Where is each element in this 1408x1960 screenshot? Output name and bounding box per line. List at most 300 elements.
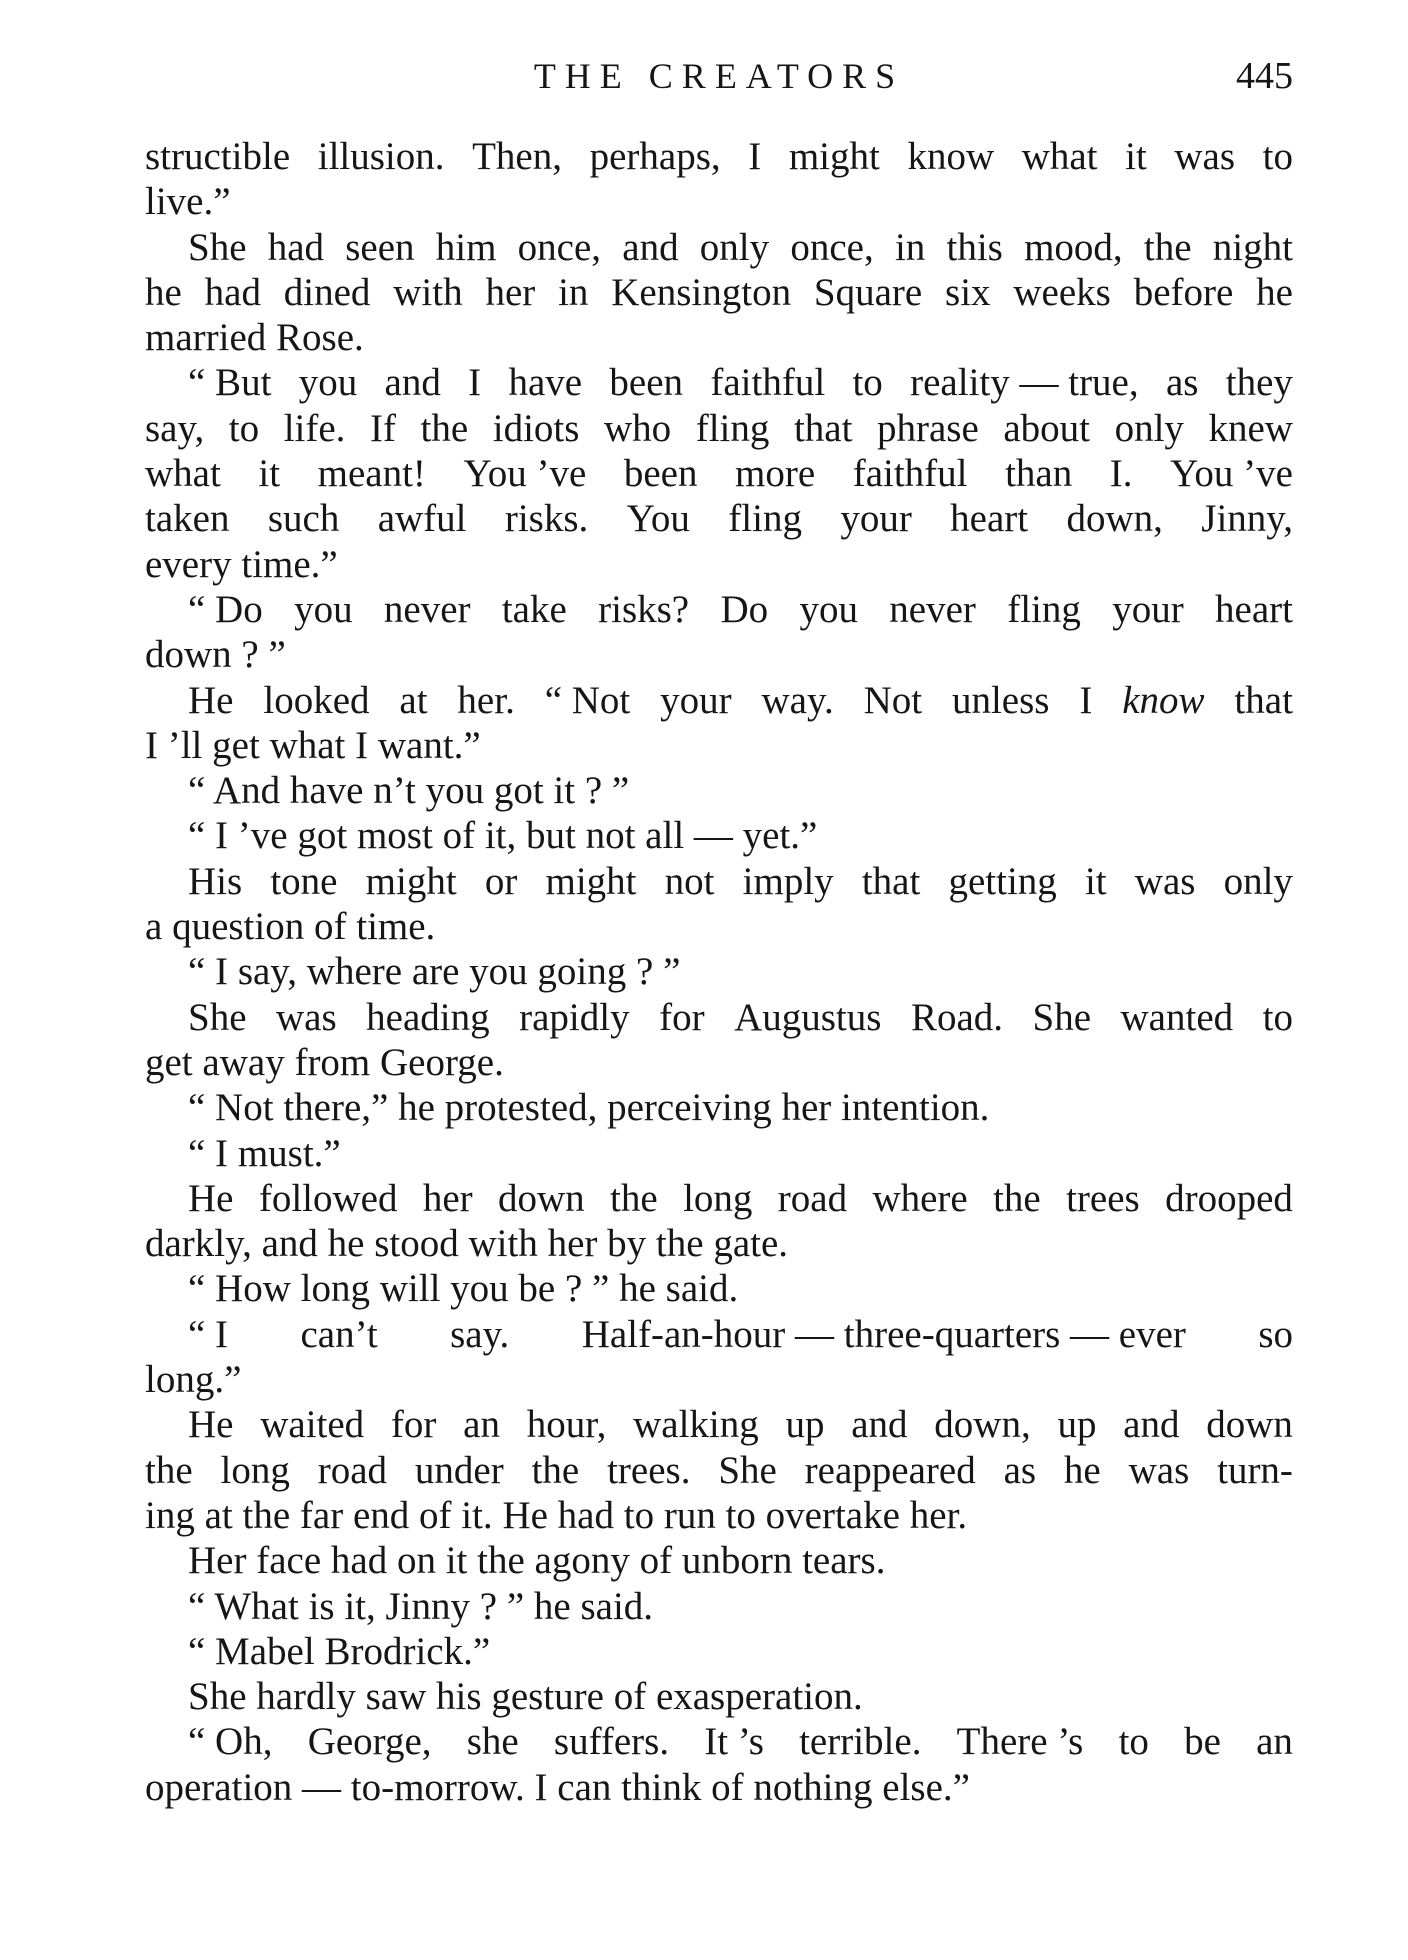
word: than bbox=[1005, 452, 1073, 496]
word: it ? ” bbox=[553, 769, 630, 813]
word: She bbox=[718, 1448, 777, 1492]
word: Kensington bbox=[611, 270, 792, 314]
word: it bbox=[445, 1539, 468, 1583]
word: most bbox=[356, 814, 433, 858]
word: an bbox=[463, 1403, 500, 1447]
word: Then, bbox=[472, 135, 562, 178]
word: been bbox=[609, 361, 684, 405]
word: they bbox=[1225, 361, 1293, 405]
word: who bbox=[603, 406, 672, 450]
word: reality — true, bbox=[910, 361, 1139, 405]
word: else.” bbox=[882, 1765, 970, 1809]
word: it, bbox=[484, 814, 517, 858]
page-number: 445 bbox=[1236, 55, 1293, 97]
word: at bbox=[399, 678, 428, 722]
word: is bbox=[308, 1584, 335, 1628]
word: as bbox=[1003, 1448, 1037, 1492]
word: Her bbox=[188, 1539, 247, 1583]
word: ing bbox=[145, 1493, 195, 1537]
word: mood, bbox=[1024, 225, 1123, 269]
text-line bbox=[145, 1357, 1293, 1402]
word: hardly bbox=[256, 1675, 356, 1719]
text-line bbox=[145, 496, 1293, 541]
word: to bbox=[1262, 995, 1293, 1039]
text-line bbox=[145, 995, 1293, 1040]
word: fling bbox=[1007, 587, 1081, 631]
word: down bbox=[1206, 1403, 1293, 1447]
word: drooped bbox=[1165, 1176, 1293, 1220]
word: once, bbox=[790, 225, 874, 269]
word: to bbox=[1262, 135, 1293, 178]
word: Jinny, bbox=[1201, 497, 1293, 541]
word: you bbox=[469, 950, 528, 994]
word: had bbox=[267, 225, 325, 269]
word: an bbox=[1256, 1720, 1293, 1764]
word: to bbox=[852, 361, 883, 405]
word: gesture bbox=[491, 1675, 604, 1719]
word: time. bbox=[356, 905, 436, 949]
text-line bbox=[145, 723, 1293, 768]
word: phrase bbox=[877, 406, 979, 450]
word: he bbox=[327, 1222, 365, 1266]
word: married bbox=[145, 316, 267, 360]
word: risks? bbox=[598, 587, 690, 631]
word: of bbox=[419, 1493, 452, 1537]
word: rapidly bbox=[519, 995, 630, 1039]
word: long bbox=[220, 1448, 290, 1492]
word: away bbox=[202, 1040, 285, 1084]
word: never bbox=[889, 587, 976, 631]
word: looked bbox=[263, 678, 370, 722]
word: the bbox=[610, 1176, 658, 1220]
word: up bbox=[785, 1403, 825, 1447]
word: her bbox=[547, 1222, 598, 1266]
word: the bbox=[420, 406, 469, 450]
word: of bbox=[613, 1675, 647, 1719]
word: know bbox=[907, 135, 995, 178]
word: I bbox=[1079, 678, 1093, 722]
word: faithful bbox=[852, 452, 968, 496]
word: road bbox=[317, 1448, 388, 1492]
word: so bbox=[1258, 1312, 1293, 1356]
word: in bbox=[894, 225, 926, 269]
word: long bbox=[300, 1267, 370, 1311]
word: have n’t bbox=[289, 769, 416, 813]
word: intention. bbox=[841, 1086, 990, 1130]
word: from bbox=[294, 1040, 371, 1084]
word: You ’ve bbox=[463, 452, 587, 496]
word: her. bbox=[457, 678, 515, 722]
word: never bbox=[383, 587, 471, 631]
word: the bbox=[531, 1448, 580, 1492]
word: her bbox=[422, 1176, 473, 1220]
word: suffers. bbox=[553, 1720, 670, 1764]
word: what bbox=[1021, 135, 1098, 178]
word: for bbox=[659, 995, 705, 1039]
word: or bbox=[484, 859, 518, 903]
word: as bbox=[1165, 361, 1199, 405]
word: he bbox=[398, 1086, 435, 1130]
word: dined bbox=[283, 270, 371, 314]
word: “ I bbox=[188, 1312, 229, 1356]
word: not bbox=[585, 814, 636, 858]
word: this bbox=[946, 225, 1003, 269]
word: can bbox=[557, 1765, 612, 1809]
word: want.” bbox=[377, 723, 481, 767]
word: getting bbox=[948, 859, 1057, 903]
word: seen bbox=[345, 225, 415, 269]
word: Brodrick.” bbox=[324, 1629, 491, 1673]
word: to bbox=[228, 406, 260, 450]
word: might bbox=[545, 859, 637, 903]
word: knew bbox=[1208, 406, 1293, 450]
word: had bbox=[557, 1493, 614, 1537]
running-title: THE CREATORS bbox=[533, 56, 905, 96]
word: “ Oh, bbox=[188, 1720, 273, 1764]
text-line bbox=[145, 1176, 1293, 1221]
word: and bbox=[384, 361, 441, 405]
text-line bbox=[145, 270, 1293, 315]
word: be ? ” bbox=[518, 1267, 610, 1311]
word: “ I bbox=[188, 1131, 229, 1175]
word: where bbox=[306, 950, 403, 994]
word: night bbox=[1212, 225, 1293, 269]
word: was bbox=[1134, 859, 1196, 903]
word: “ Not bbox=[188, 1086, 274, 1130]
word: His bbox=[188, 859, 243, 903]
word: you bbox=[799, 587, 858, 631]
word: only bbox=[1223, 859, 1293, 903]
word: Jinny ? ” bbox=[385, 1584, 525, 1628]
word: six bbox=[945, 270, 991, 314]
word: gate. bbox=[713, 1222, 789, 1266]
word: a bbox=[145, 905, 163, 949]
word: that bbox=[861, 859, 921, 903]
word: said. bbox=[665, 1267, 739, 1311]
word: “ I bbox=[188, 950, 229, 994]
word: more bbox=[735, 452, 816, 496]
word: stood bbox=[374, 1222, 459, 1266]
text-line bbox=[145, 225, 1293, 270]
word: taken bbox=[145, 497, 230, 541]
word: unless bbox=[951, 678, 1050, 722]
text-line bbox=[145, 360, 1293, 405]
word: get bbox=[145, 1040, 193, 1084]
word: hour, bbox=[526, 1403, 607, 1447]
word: George. bbox=[380, 1040, 504, 1084]
word: at bbox=[204, 1493, 233, 1537]
word: say. bbox=[450, 1312, 510, 1356]
word: say, bbox=[237, 950, 298, 994]
word: about bbox=[1003, 406, 1091, 450]
word: “ I ’ve bbox=[188, 814, 288, 858]
word: Half-an-hour — three-quarters — ever bbox=[581, 1312, 1186, 1356]
word: it, bbox=[344, 1584, 376, 1628]
word: down, bbox=[1066, 497, 1163, 541]
text-line bbox=[145, 542, 1293, 587]
word: darkly, bbox=[145, 1222, 252, 1266]
word: trees bbox=[1066, 1176, 1140, 1220]
word: and bbox=[1123, 1403, 1180, 1447]
text-line bbox=[145, 1629, 1293, 1674]
word: think bbox=[621, 1765, 702, 1809]
word: had bbox=[330, 1539, 388, 1583]
word: the bbox=[477, 1539, 525, 1583]
word-italic: know bbox=[1122, 678, 1205, 722]
word: you bbox=[294, 587, 353, 631]
word: that bbox=[1234, 678, 1293, 722]
word: it. bbox=[461, 1493, 493, 1537]
word: You ’ve bbox=[1170, 452, 1293, 496]
word: Square bbox=[813, 270, 923, 314]
word: followed bbox=[258, 1176, 398, 1220]
word: of bbox=[639, 1539, 673, 1583]
word: She bbox=[1032, 995, 1092, 1039]
word: “ Do bbox=[188, 587, 263, 631]
word: it bbox=[258, 452, 281, 496]
word: once, bbox=[517, 225, 602, 269]
word: It ’s bbox=[704, 1720, 764, 1764]
word: I bbox=[355, 723, 369, 767]
word: up bbox=[1057, 1403, 1097, 1447]
word: say, bbox=[145, 406, 205, 450]
text-line bbox=[145, 1493, 1293, 1538]
word: only bbox=[699, 225, 770, 269]
word: to bbox=[623, 1493, 655, 1537]
word: was bbox=[1174, 135, 1236, 178]
word: unborn bbox=[681, 1539, 793, 1583]
word: heading bbox=[366, 995, 490, 1039]
text-line bbox=[145, 1674, 1293, 1719]
word: of bbox=[442, 814, 476, 858]
text-line bbox=[145, 1719, 1293, 1764]
word: awful bbox=[377, 497, 467, 541]
word: take bbox=[501, 587, 567, 631]
text-line bbox=[145, 451, 1293, 496]
word: and bbox=[851, 1403, 908, 1447]
word: are bbox=[411, 950, 460, 994]
word: perceiving bbox=[607, 1086, 772, 1130]
word: illusion. bbox=[317, 135, 445, 178]
word: got bbox=[493, 769, 544, 813]
word: the bbox=[145, 1448, 193, 1492]
word: her bbox=[781, 1086, 832, 1130]
text-line bbox=[145, 1448, 1293, 1493]
word: reappeared bbox=[804, 1448, 976, 1492]
word: end bbox=[352, 1493, 410, 1537]
word: get bbox=[212, 723, 260, 767]
word: the bbox=[1143, 225, 1192, 269]
word: perhaps, bbox=[589, 135, 721, 178]
text-line bbox=[145, 134, 1293, 179]
word: “ But bbox=[188, 361, 272, 405]
running-header bbox=[145, 48, 1293, 104]
text-line bbox=[145, 859, 1293, 904]
word: Rose. bbox=[276, 316, 364, 360]
word: long bbox=[683, 1176, 753, 1220]
word: down bbox=[498, 1176, 585, 1220]
word: he bbox=[1256, 270, 1293, 314]
word: got bbox=[297, 814, 348, 858]
word: be bbox=[1184, 1720, 1221, 1764]
word: He bbox=[188, 1176, 234, 1220]
word: was bbox=[1128, 1448, 1190, 1492]
word: with bbox=[393, 270, 463, 314]
body-text bbox=[145, 134, 1293, 1810]
word: turn- bbox=[1217, 1448, 1293, 1492]
word: your bbox=[840, 497, 912, 541]
text-line bbox=[145, 949, 1293, 994]
word: wanted bbox=[1120, 995, 1234, 1039]
word: nothing bbox=[753, 1765, 873, 1809]
word: faithful bbox=[710, 361, 826, 405]
word: tone bbox=[270, 859, 338, 903]
word: Augustus bbox=[734, 995, 882, 1039]
word: under bbox=[414, 1448, 504, 1492]
word: with bbox=[468, 1222, 538, 1266]
word: she bbox=[466, 1720, 519, 1764]
word: She bbox=[188, 995, 247, 1039]
word: waited bbox=[260, 1403, 365, 1447]
text-line bbox=[145, 1402, 1293, 1447]
word: He bbox=[188, 678, 234, 722]
text-line bbox=[145, 1131, 1293, 1176]
word: There ’s bbox=[956, 1720, 1084, 1764]
word: I. bbox=[1109, 452, 1133, 496]
word: all bbox=[645, 814, 685, 858]
word: idiots bbox=[492, 406, 580, 450]
word: She bbox=[188, 1675, 247, 1719]
word: was bbox=[276, 995, 337, 1039]
word: might bbox=[365, 859, 457, 903]
word: such bbox=[267, 497, 340, 541]
word: “ What bbox=[188, 1584, 299, 1628]
word: fling bbox=[728, 497, 802, 541]
word: Do bbox=[720, 587, 769, 631]
word: going ? ” bbox=[537, 950, 681, 994]
word: he bbox=[533, 1584, 571, 1628]
word: to bbox=[725, 1493, 756, 1537]
word: down, bbox=[934, 1403, 1031, 1447]
word: in bbox=[558, 270, 589, 314]
word: face bbox=[256, 1539, 322, 1583]
word: it bbox=[1125, 135, 1147, 178]
word: — yet.” bbox=[693, 814, 818, 858]
word: operation — to-morrow. bbox=[145, 1765, 525, 1809]
word: had bbox=[204, 270, 261, 314]
word: heart bbox=[1215, 587, 1293, 631]
word: protested, bbox=[444, 1086, 598, 1130]
word: said. bbox=[580, 1584, 654, 1628]
word: fling bbox=[695, 406, 770, 450]
word: your bbox=[660, 678, 732, 722]
word: George, bbox=[307, 1720, 432, 1764]
text-line bbox=[145, 632, 1293, 677]
text-line bbox=[145, 1765, 1293, 1810]
word: not bbox=[664, 859, 715, 903]
word: walking bbox=[633, 1403, 759, 1447]
word: He bbox=[502, 1493, 548, 1537]
word: there,” bbox=[283, 1086, 389, 1130]
text-line bbox=[145, 813, 1293, 858]
word: only bbox=[1114, 406, 1184, 450]
word: where bbox=[872, 1176, 968, 1220]
word: overtake bbox=[765, 1493, 900, 1537]
word: “ Not bbox=[544, 678, 631, 722]
word: that bbox=[793, 406, 853, 450]
text-line bbox=[145, 587, 1293, 632]
word: the bbox=[655, 1222, 704, 1266]
word: him bbox=[435, 225, 497, 269]
word: trees. bbox=[607, 1448, 691, 1492]
text-line bbox=[145, 1538, 1293, 1583]
word: risks. bbox=[504, 497, 589, 541]
word: heart bbox=[950, 497, 1029, 541]
word: for bbox=[390, 1403, 437, 1447]
word: imply bbox=[742, 859, 834, 903]
word: I bbox=[468, 361, 482, 405]
word: of bbox=[313, 905, 347, 949]
word: you bbox=[450, 1267, 509, 1311]
word: the bbox=[242, 1493, 291, 1537]
word: I bbox=[748, 135, 762, 178]
word: he bbox=[1063, 1448, 1101, 1492]
word: and bbox=[261, 1222, 318, 1266]
word: weeks bbox=[1013, 270, 1111, 314]
word: “ How bbox=[188, 1267, 291, 1311]
word: and bbox=[622, 225, 679, 269]
word: the bbox=[993, 1176, 1041, 1220]
word: live.” bbox=[145, 180, 231, 224]
word: will bbox=[379, 1267, 441, 1311]
word: you bbox=[425, 769, 485, 813]
text-line bbox=[145, 768, 1293, 813]
word: her bbox=[485, 270, 536, 314]
word: her. bbox=[909, 1493, 968, 1537]
word: “ And bbox=[188, 769, 281, 813]
word: road bbox=[777, 1176, 848, 1220]
text-line bbox=[145, 1266, 1293, 1311]
word: to bbox=[1118, 1720, 1149, 1764]
word: but bbox=[525, 814, 576, 858]
word: tears. bbox=[802, 1539, 886, 1583]
text-line bbox=[145, 1221, 1293, 1266]
text-line bbox=[145, 1584, 1293, 1629]
text-line bbox=[145, 678, 1293, 723]
text-line bbox=[145, 315, 1293, 360]
word: “ Mabel bbox=[188, 1629, 315, 1673]
word: his bbox=[436, 1675, 482, 1719]
word: have bbox=[508, 361, 583, 405]
word: been bbox=[623, 452, 698, 496]
word: before bbox=[1133, 270, 1234, 314]
word: what bbox=[145, 452, 221, 496]
text-line bbox=[145, 179, 1293, 224]
word: your bbox=[1112, 587, 1184, 631]
word: You bbox=[626, 497, 690, 541]
text-line bbox=[145, 1040, 1293, 1085]
word: If bbox=[369, 406, 396, 450]
word: I bbox=[534, 1765, 548, 1809]
word: what bbox=[269, 723, 346, 767]
word: terrible. bbox=[799, 1720, 922, 1764]
word: every bbox=[145, 542, 232, 586]
word: long.” bbox=[145, 1358, 242, 1402]
text-line bbox=[145, 406, 1293, 451]
word: agony bbox=[534, 1539, 630, 1583]
word: way. bbox=[761, 678, 834, 722]
word: he bbox=[145, 270, 182, 314]
